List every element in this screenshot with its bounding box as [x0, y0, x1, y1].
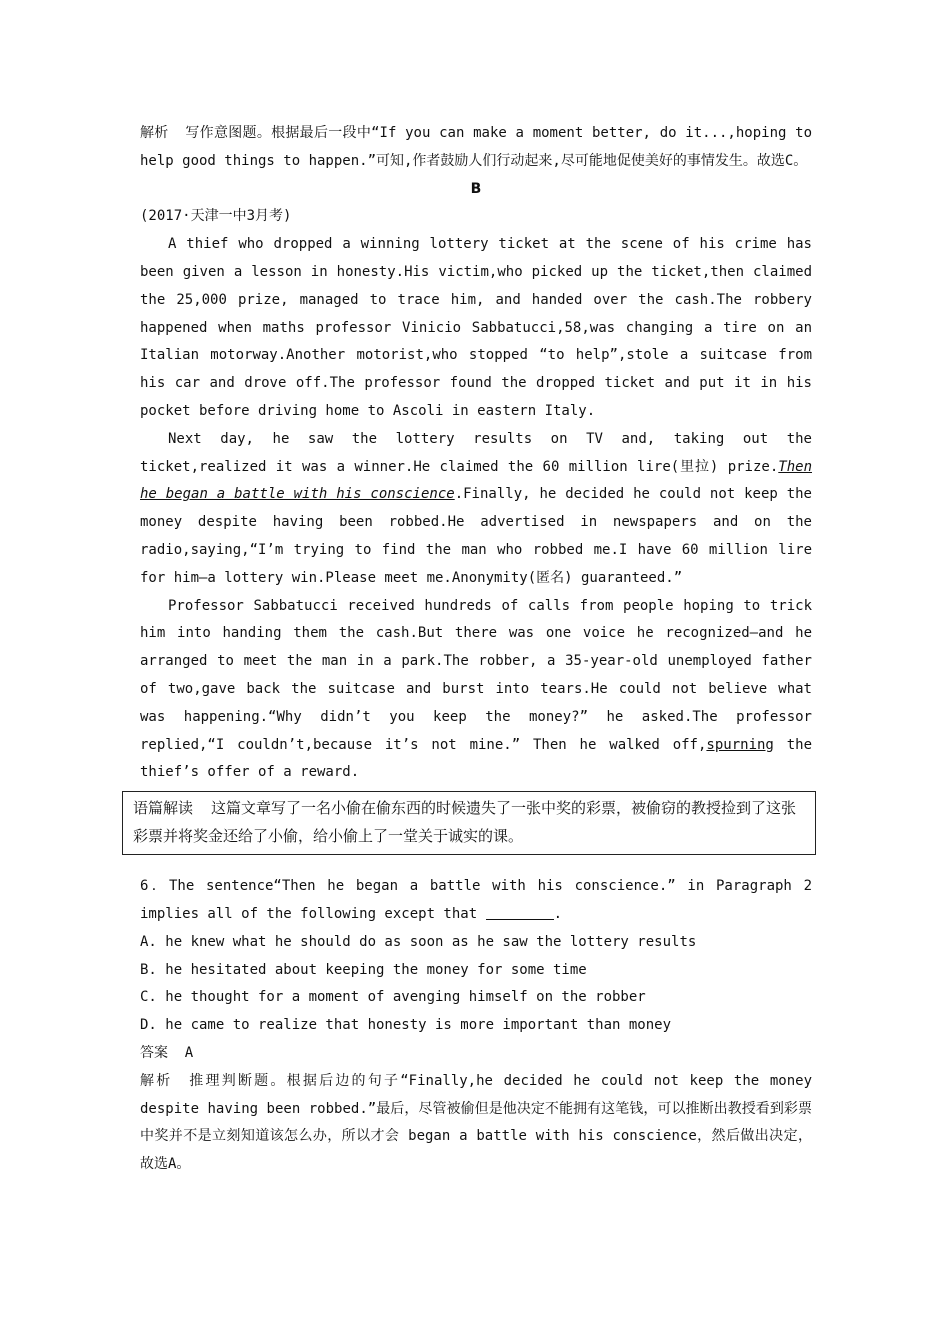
summary-text: 这篇文章写了一名小偷在偷东西的时候遗失了一张中奖的彩票，被偷窃的教授捡到了这张彩票并将奖金还给了小偷，给小偷上了一堂关于诚实的课。 — [133, 799, 797, 846]
question-stem-text: 6．The sentence“Then he began a battle with his conscience.” in Paragraph 2 implies all of the following except that — [140, 878, 812, 922]
answer-value: A — [184, 1044, 194, 1061]
option-d: D. he came to realize that honesty is more important than money — [140, 1017, 672, 1034]
paragraph-3-text-a: Professor Sabbatucci received hundreds of calls from people hoping to trick him into handing them the cash.But there was one voice he recognized—and he arranged to meet the man in a park.The robber, a 35-year-old unemployed father of two,gave back the suitcase and burst into tears.He could not believe what was happening.“Why didn’t you keep the money?” he asked.The professor replied,“I couldn’t,because it’s not mine.” Then he walked off, — [140, 597, 812, 753]
answer-line — [140, 1040, 812, 1068]
previous-analysis — [140, 120, 812, 176]
summary-box — [122, 791, 816, 855]
option-a: A. he knew what he should do as soon as he saw the lottery results — [140, 933, 697, 950]
paragraph-3-text-b: the thief’s offer of a reward. — [140, 736, 812, 781]
document-page — [133, 120, 813, 1179]
passage-source: (2017·天津一中3月考) — [140, 208, 292, 225]
answer-label: 答案 — [140, 1044, 168, 1061]
paragraph-2-text-b: .Finally, he decided he could not keep the money despite having been robbed.He advertised in newspapers and on the radio,saying,“I’m trying to find the man who robbed me.I have 60 million lire for him—a lottery win.Please meet me.Anonymity(匿名) guaranteed.” — [140, 486, 812, 586]
question-analysis-text: 推理判断题。根据后边的句子“Finally,he decided he could not keep the money despite having been robbed.”最后，尽管被偷但是他决定不能拥有这笔钱，可以推断出教授看到彩票中奖并不是立刻知道该怎么办，所以才会 began a battle with his conscience，然后做出决定，故选A。 — [140, 1072, 813, 1173]
underlined-sentence: Then he began a battle with his conscience — [140, 458, 812, 503]
question-analysis — [140, 1068, 812, 1179]
question-analysis-label: 解析 — [140, 1072, 173, 1089]
summary-label: 语篇解读 — [133, 799, 194, 818]
passage-paragraph-2 — [140, 426, 812, 593]
option-c: C. he thought for a moment of avenging himself on the robber — [140, 989, 646, 1006]
option-b: B. he hesitated about keeping the money for some time — [140, 961, 587, 978]
passage-paragraph-3 — [140, 593, 812, 788]
answer-blank — [486, 905, 554, 920]
paragraph-2-text-a: Next day, he saw the lottery results on TV and, taking out the ticket,realized it was a winner.He claimed the 60 million lire(里拉) prize. — [140, 430, 812, 475]
question-stem-end: . — [553, 905, 563, 922]
analysis-label: 解析 — [140, 125, 169, 141]
underlined-word: spurning — [706, 736, 774, 753]
passage-paragraph-1: A thief who dropped a winning lottery ticket at the scene of his crime has been given a lesson in honesty.His victim,who picked up the ticket,then claimed the 25,000 prize, managed to trace him, and handed over the cash.The robbery happened when maths professor Vinicio Sabbatucci,58,was changing a tire on an Italian motorway.Another motorist,who stopped “to help”,stole a suitcase from his car and drove off.The professor found the dropped ticket and put it in his pocket before driving home to Ascoli in eastern Italy. — [140, 236, 812, 419]
analysis-text: 写作意图题。根据最后一段中“If you can make a moment better, do it...,hoping to help good things to happen.”可知,作者鼓励人们行动起来,尽可能地促使美好的事情发生。故选C。 — [140, 125, 812, 169]
question-stem — [140, 873, 812, 929]
section-heading: B — [470, 180, 482, 197]
